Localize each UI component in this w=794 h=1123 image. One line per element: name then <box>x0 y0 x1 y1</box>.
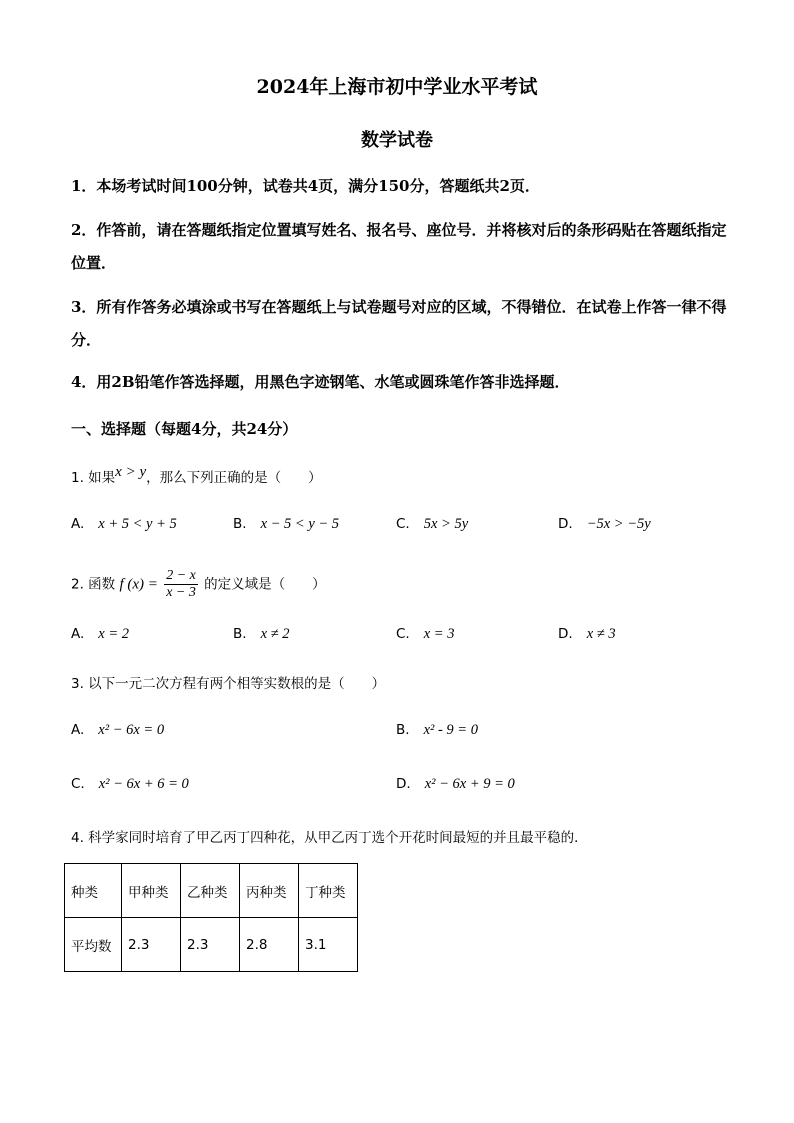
exam-title: 2024年上海市初中学业水平考试 <box>256 76 538 98</box>
q1-option-a: A. x + 5 < y + 5 <box>71 516 177 532</box>
question-1 <box>71 466 322 487</box>
flower-data-table <box>64 863 358 972</box>
question-3: 3. 以下一元二次方程有两个相等实数根的是（ ） <box>71 676 386 692</box>
table-cell: 3.1 <box>299 918 358 972</box>
question-1-suffix: ，那么下列正确的是（ ） <box>146 470 322 486</box>
table-cell: 2.3 <box>122 918 181 972</box>
fraction-denominator: x − 3 <box>166 585 196 600</box>
exam-subtitle: 数学试卷 <box>361 130 433 151</box>
table-header-row <box>65 864 358 918</box>
question-2-suffix: 的定义域是（ ） <box>204 576 326 593</box>
table-row <box>65 918 358 972</box>
q2-option-c: C. x = 3 <box>396 626 455 642</box>
q1-option-b: B. x − 5 < y − 5 <box>233 516 340 532</box>
question-2-fraction <box>164 568 198 601</box>
instruction-4: 4．用2B铅笔作答选择题，用黑色字迹钢笔、水笔或圆珠笔作答非选择题． <box>71 373 570 391</box>
instruction-3: 3．所有作答务必填涂或书写在答题纸上与试卷题号对应的区域，不得错位．在试卷上作答一律不得分． <box>71 298 727 349</box>
table-cell: 甲种类 <box>122 864 181 918</box>
table-cell: 2.8 <box>240 918 299 972</box>
instruction-1: 1．本场考试时间100分钟，试卷共4页，满分150分，答题纸共2页． <box>71 177 540 195</box>
q2-option-b: B. x ≠ 2 <box>233 626 290 642</box>
table-cell: 乙种类 <box>181 864 240 918</box>
question-4: 4. 科学家同时培育了甲乙丙丁四种花，从甲乙丙丁选个开花时间最短的并且最平稳的． <box>71 830 588 846</box>
table-cell: 种类 <box>65 864 122 918</box>
q1-option-c: C. 5x > 5y <box>396 516 469 532</box>
q2-option-d: D. x ≠ 3 <box>558 626 616 642</box>
question-2-function: f (x) = <box>119 576 158 593</box>
question-2-prefix: 2. 函数 <box>71 576 116 593</box>
q3-option-a: A. x² − 6x = 0 <box>71 722 165 738</box>
question-1-prefix: 1. 如果 <box>71 470 116 486</box>
q3-option-c: C. x² − 6x + 6 = 0 <box>71 776 189 792</box>
q1-option-d: D. −5x > −5y <box>558 516 651 532</box>
table-cell: 2.3 <box>181 918 240 972</box>
section-heading: 一、选择题（每题4分，共24分） <box>71 420 298 438</box>
table-cell: 平均数 <box>65 918 122 972</box>
q3-option-d: D. x² − 6x + 9 = 0 <box>396 776 515 792</box>
instruction-2: 2．作答前，请在答题纸指定位置填写姓名、报名号、座位号．并将核对后的条形码贴在答题纸指定位置． <box>71 221 727 272</box>
question-2 <box>71 568 326 601</box>
table-cell: 丁种类 <box>299 864 358 918</box>
q3-option-b: B. x² - 9 = 0 <box>396 722 478 738</box>
q2-option-a: A. x = 2 <box>71 626 130 642</box>
table-cell: 丙种类 <box>240 864 299 918</box>
fraction-numerator: 2 − x <box>166 568 196 583</box>
question-1-condition: x > y <box>115 464 147 480</box>
